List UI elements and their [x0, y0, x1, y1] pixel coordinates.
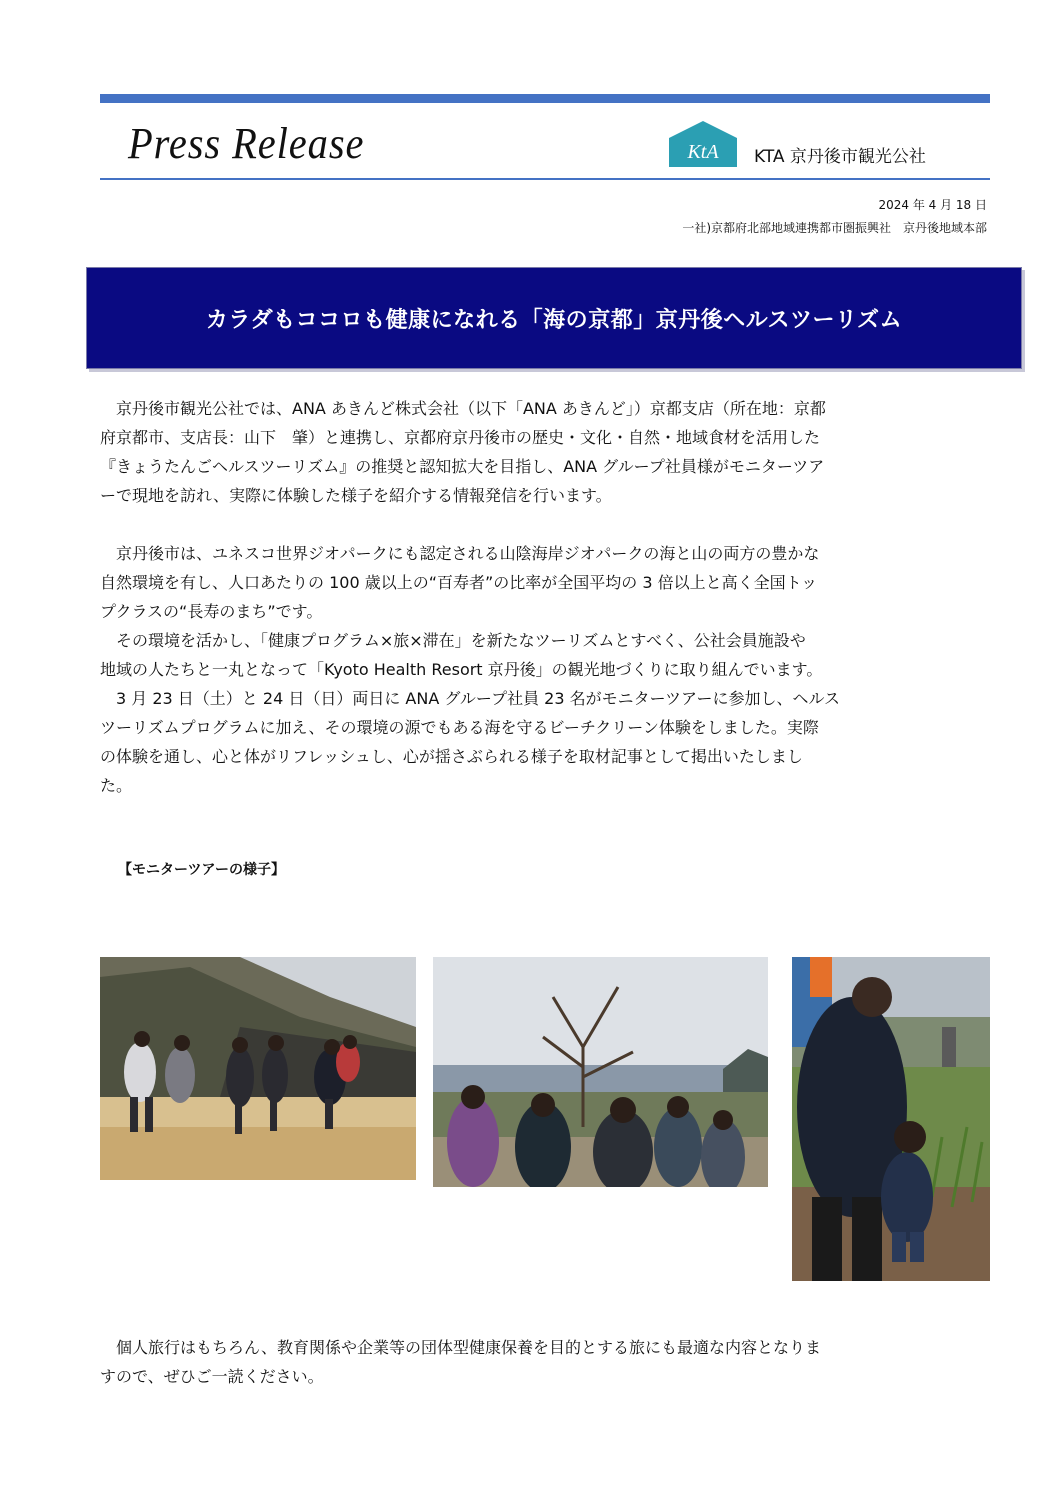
kta-logo [668, 120, 968, 168]
headline-banner [86, 267, 1022, 369]
closing-line: すので、ぜひご一読ください。 [100, 1367, 324, 1386]
press-release-title: Press Release [128, 119, 365, 168]
kta-house-logo-icon [668, 120, 738, 168]
body-line: 3 月 23 日（土）と 24 日（日）両日に ANA グループ社員 23 名がモニターツアーに参加し、ヘルス [100, 689, 841, 708]
section-heading: 【モニターツアーの様子】 [118, 862, 286, 878]
body-paragraph [100, 539, 990, 800]
body-line: ツーリズムプログラムに加え、その環境の源でもある海を守るビーチクリーン体験をしました。実際 [100, 718, 819, 737]
body-line: プクラスの“長寿のまち”です。 [100, 602, 323, 621]
headline-text: カラダもココロも健康になれる「海の京都」京丹後ヘルスツーリズム [205, 307, 903, 333]
body-line: 京丹後市は、ユネスコ世界ジオパークにも認定される山陰海岸ジオパークの海と山の両方の豊かな [100, 544, 820, 563]
photo-harvest-activity [792, 957, 990, 1281]
issuer-name: 一社)京都府北部地域連携都市圏振興社 京丹後地域本部 [682, 221, 987, 235]
closing-line: 個人旅行はもちろん、教育関係や企業等の団体型健康保養を目的とする旅にも最適な内容となりま [100, 1338, 821, 1357]
body-line: た。 [100, 776, 133, 795]
logo-lettering: KtA [687, 141, 719, 163]
intro-line: ーで現地を訪れ、実際に体験した様子を紹介する情報発信を行います。 [100, 486, 612, 505]
photo-hilltop-overlook [433, 957, 768, 1187]
photo-beach-cleanup [100, 957, 416, 1180]
intro-line: 京丹後市観光公社では、ANA あきんど株式会社（以下「ANA あきんど」）京都支店（所在地：京都 [100, 399, 826, 418]
organization-name: KTA 京丹後市観光公社 [754, 147, 926, 167]
intro-line: 『きょうたんごヘルスツーリズム』の推奨と認知拡大を目指し、ANA グループ社員様がモニターツア [100, 457, 825, 476]
body-line: その環境を活かし、「健康プログラム×旅×滞在」を新たなツーリズムとすべく、公社会員施設や [100, 631, 806, 650]
body-line: の体験を通し、心と体がリフレッシュし、心が揺さぶられる様子を取材記事として掲出いたしまし [100, 747, 803, 766]
body-line: 地域の人たちと一丸となって「Kyoto Health Resort 京丹後」の観光地づくりに取り組んでいます。 [100, 660, 823, 679]
intro-paragraph [100, 394, 990, 510]
intro-line: 府京都市、支店長：山下 肇）と連携し、京都府京丹後市の歴史・文化・自然・地域食材を活用した [100, 428, 821, 447]
release-date: 2024 年 4 月 18 日 [878, 198, 987, 212]
header-divider [100, 178, 990, 180]
body-line: 自然環境を有し、人口あたりの 100 歳以上の“百寿者”の比率が全国平均の 3 倍以上と高く全国トッ [100, 573, 818, 592]
closing-paragraph [100, 1333, 990, 1391]
header-top-bar [100, 94, 990, 103]
